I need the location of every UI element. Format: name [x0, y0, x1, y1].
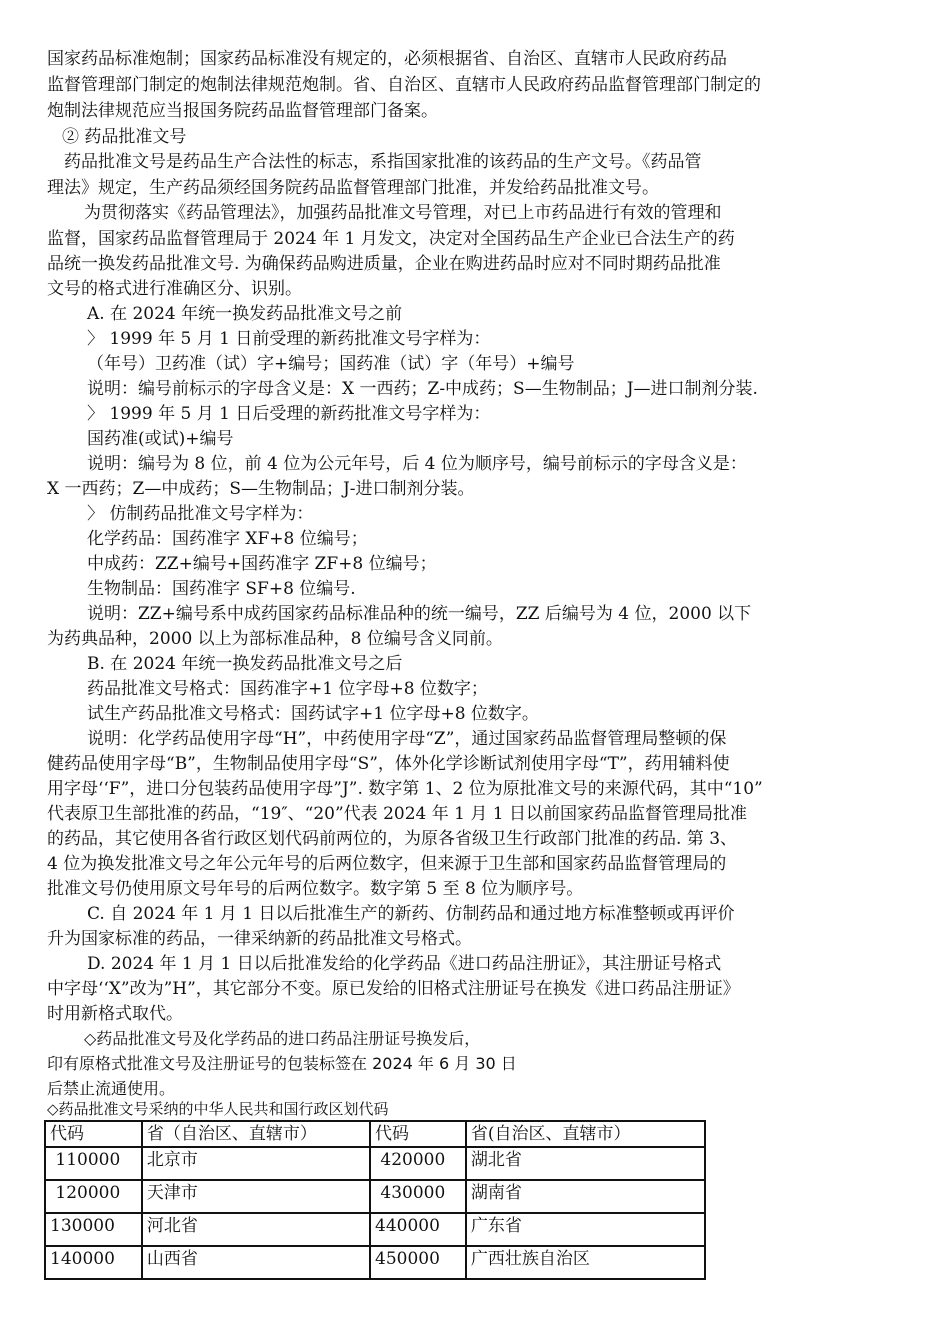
text-line: 代表原卫生部批准的药品，“19″、“20”代表 2024 年 1 月 1 日以前国家药品监督管理局批准: [47, 804, 748, 824]
text-line: 为药典品种，2000 以上为部标准品种，8 位编号含义同前。: [47, 629, 503, 649]
code-cell: 110000: [45, 1147, 142, 1180]
text-line: 说明：编号为 8 位，前 4 位为公元年号，后 4 位为顺序号，编号前标示的字母含义是：: [87, 454, 747, 474]
text-line: D. 2024 年 1 月 1 日以后批准发给的化学药品《进口药品注册证》，其注册证号格式: [87, 954, 722, 974]
text-line: 理法》规定，生产药品须经国务院药品监督管理部门批准，并发给药品批准文号。: [47, 178, 659, 198]
table-row: [45, 1147, 705, 1180]
text-line: （年号）卫药准（试）字+编号；国药准（试）字（年号）+编号: [87, 354, 575, 374]
code-cell: 140000: [45, 1246, 142, 1279]
text-line: 生物制品：国药准字 SF+8 位编号.: [87, 579, 356, 599]
table-row: [45, 1213, 705, 1246]
text-line: 试生产药品批准文号格式：国药试字+1 位字母+8 位数字。: [87, 704, 539, 724]
province-cell: 北京市: [142, 1147, 370, 1180]
province-cell: 湖南省: [466, 1180, 705, 1213]
text-line: 健药品使用字母“B”，生物制品使用字母“S”，体外化学诊断试剂使用字母“T”，药用辅料使: [47, 754, 730, 774]
province-cell: 湖北省: [466, 1147, 705, 1180]
header-cell: 省(自治区、直辖市）: [466, 1121, 705, 1147]
text-line: 监督管理部门制定的炮制法律规范炮制。省、自治区、直辖市人民政府药品监督管理部门制定的: [47, 75, 761, 95]
header-cell: 代码: [45, 1121, 142, 1147]
text-line: 〉 1999 年 5 月 1 日后受理的新药批准文号字样为：: [87, 404, 491, 424]
text-line: 为贯彻落实《药品管理法》，加强药品批准文号管理，对已上市药品进行有效的管理和: [84, 203, 722, 223]
table-caption: ◇药品批准文号采纳的中华人民共和国行政区划代码: [47, 1100, 389, 1118]
code-cell: 440000: [370, 1213, 466, 1246]
code-cell: 450000: [370, 1246, 466, 1279]
province-cell: 广西壮族自治区: [466, 1246, 705, 1279]
text-line: 国药准(或试)+编号: [87, 429, 234, 449]
province-cell: 广东省: [466, 1213, 705, 1246]
province-cell: 山西省: [142, 1246, 370, 1279]
code-cell: 420000: [370, 1147, 466, 1180]
notice-line: ◇药品批准文号及化学药品的进口药品注册证号换发后，: [84, 1029, 481, 1048]
code-cell: 130000: [45, 1213, 142, 1246]
text-line: 品统一换发药品批准文号. 为确保药品购进质量，企业在购进药品时应对不同时期药品批准: [47, 254, 721, 274]
text-line: 说明：化学药品使用字母“H”，中药使用字母“Z”，通过国家药品监督管理局整顿的保: [87, 729, 727, 749]
text-line: 〉 仿制药品批准文号字样为：: [87, 504, 314, 524]
text-line: C. 自 2024 年 1 月 1 日以后批准生产的新药、仿制药品和通过地方标准整顿或再评价: [87, 904, 735, 924]
text-line: 国家药品标准炮制；国家药品标准没有规定的，必须根据省、自治区、直辖市人民政府药品: [47, 49, 727, 69]
table-row: [45, 1180, 705, 1213]
table-row: [45, 1246, 705, 1279]
text-line: 药品批准文号格式：国药准字+1 位字母+8 位数字；: [87, 679, 488, 699]
text-line: 〉 1999 年 5 月 1 日前受理的新药批准文号字样为：: [87, 329, 491, 349]
province-cell: 天津市: [142, 1180, 370, 1213]
notice-line: 后禁止流通使用。: [47, 1079, 176, 1098]
text-line: 升为国家标准的药品，一律采纳新的药品批准文号格式。: [47, 929, 472, 949]
header-cell: 代码: [370, 1121, 466, 1147]
text-line: 说明：ZZ+编号系中成药国家药品标准品种的统一编号，ZZ 后编号为 4 位，2000 以下: [87, 604, 752, 624]
text-line: 4 位为换发批准文号之年公元年号的后两位数字，但来源于卫生部和国家药品监督管理局的: [47, 854, 727, 874]
text-line: 文号的格式进行准确区分、识别。: [47, 279, 302, 299]
code-cell: 120000: [45, 1180, 142, 1213]
text-line: 监督，国家药品监督管理局于 2024 年 1 月发文，决定对全国药品生产企业已合法生产的药: [47, 229, 735, 249]
province-cell: 河北省: [142, 1213, 370, 1246]
text-line: 化学药品：国药准字 XF+8 位编号；: [87, 529, 368, 549]
text-line: 说明：编号前标示的字母含义是：X 一西药；Z-中成药；S—生物制品；J—进口制剂分装.: [87, 379, 758, 399]
text-line: A. 在 2024 年统一换发药品批准文号之前: [87, 304, 403, 324]
text-line: 炮制法律规范应当报国务院药品监督管理部门备案。: [47, 101, 438, 121]
text-line: ② 药品批准文号: [62, 127, 187, 147]
text-line: 用字母‘‘F”，进口分包装药品使用字母”J”. 数字第 1、2 位为原批准文号的来源代码，其中“10”: [47, 779, 763, 799]
text-line: 中成药：ZZ+编号+国药准字 ZF+8 位编号；: [87, 554, 437, 574]
notice-line: 印有原格式批准文号及注册证号的包装标签在 2024 年 6 月 30 日: [47, 1054, 517, 1073]
text-line: B. 在 2024 年统一换发药品批准文号之后: [87, 654, 403, 674]
text-line: X 一西药；Z—中成药；S—生物制品；J-进口制剂分装。: [47, 479, 475, 499]
text-line: 中字母‘‘X”改为”H”，其它部分不变。原已发给的旧格式注册证号在换发《进口药品注册证》: [47, 979, 740, 999]
code-cell: 430000: [370, 1180, 466, 1213]
region-code-table: [44, 1120, 706, 1280]
text-line: 批准文号仍使用原文号年号的后两位数字。数字第 5 至 8 位为顺序号。: [47, 879, 584, 899]
header-cell: 省（自治区、直辖市）: [142, 1121, 370, 1147]
table-header-row: [45, 1121, 705, 1147]
text-line: 药品批准文号是药品生产合法性的标志，系指国家批准的该药品的生产文号。《药品管: [64, 152, 702, 172]
text-line: 的药品，其它使用各省行政区划代码前两位的，为原各省级卫生行政部门批准的药品. 第 3、: [47, 829, 738, 849]
text-line: 时用新格式取代。: [47, 1004, 183, 1024]
